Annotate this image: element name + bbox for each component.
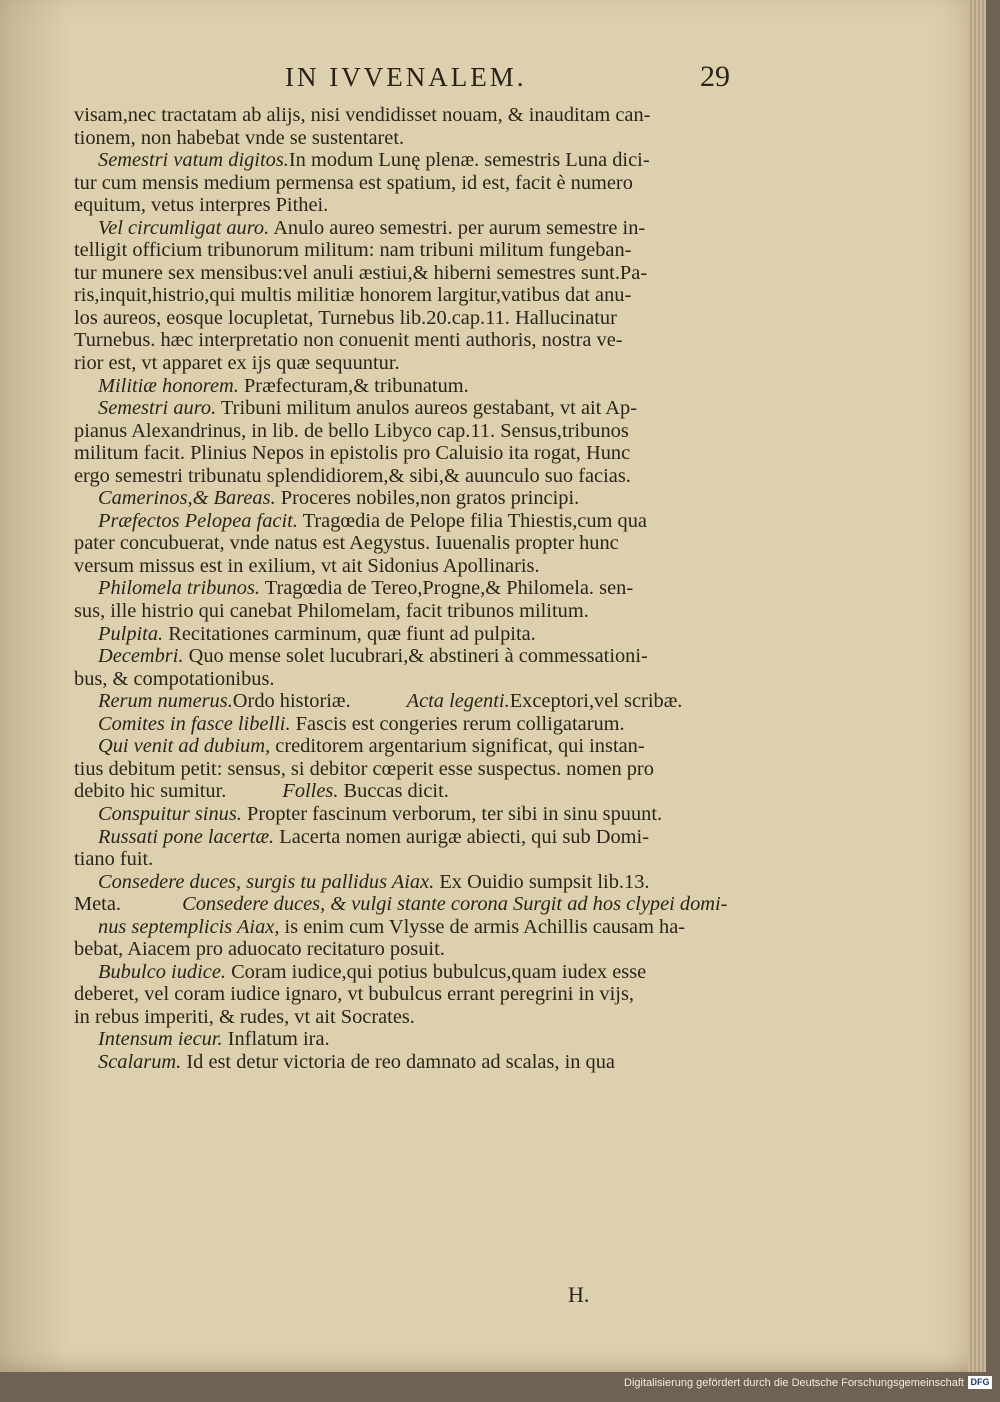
gloss-text: Turnebus. hæc interpretatio non conuenit menti authoris, nostra ve- — [74, 329, 623, 352]
gloss-text: debito hic sumitur. — [74, 780, 227, 803]
text-line — [74, 780, 766, 803]
gloss-text: Tragœdia de Pelope filia Thiestis,cum qua — [297, 509, 647, 532]
text-line — [74, 668, 766, 691]
text-line — [74, 1006, 766, 1029]
lemma: Militiæ honorem. — [98, 374, 239, 397]
text-line — [74, 510, 766, 533]
text-line — [74, 713, 766, 736]
text-line — [74, 623, 766, 646]
gloss-text: tiano fuit. — [74, 848, 154, 871]
gloss-text: Propter fascinum verborum, ter sibi in sinu spuunt. — [241, 802, 663, 825]
lemma: nus septemplicis Aiax, — [98, 915, 280, 938]
page-number: 29 — [700, 60, 730, 93]
gloss-text: tionem, non habebat vnde se sustentaret. — [74, 126, 405, 149]
lemma: Qui venit ad dubium, — [98, 735, 271, 758]
text-line — [74, 645, 766, 668]
lemma: Scalarum. — [98, 1050, 182, 1073]
gloss-text: Proceres nobiles,non gratos principi. — [275, 487, 580, 510]
gloss-text: In modum Lunę plenæ. semestris Luna dici- — [288, 149, 650, 172]
gloss-text: equitum, vetus interpres Pithei. — [74, 194, 329, 217]
lemma: Præfectos Pelopea facit. — [98, 509, 298, 532]
funding-credit: Digitalisierung gefördert durch die Deutsche Forschungsgemeinschaft — [624, 1377, 964, 1389]
gloss-text: militum facit. Plinius Nepos in epistolis pro Caluisio ita rogat, Hunc — [74, 442, 631, 465]
lemma: Semestri auro. — [98, 397, 217, 420]
page-edge — [968, 0, 986, 1372]
gloss-text: los aureos, eosque locupletat, Turnebus lib.20.cap.11. Hallucinatur — [74, 306, 617, 329]
gloss-text: Id est detur victoria de reo damnato ad scalas, in qua — [181, 1050, 615, 1073]
text-line — [74, 690, 766, 713]
text-line — [74, 826, 766, 849]
lemma: Consedere duces, & vulgi stante corona Surgit ad hos clypei domi- — [177, 893, 728, 916]
gloss-text: ergo semestri tribunatu splendidiorem,& sibi,& auunculo suo facias. — [74, 464, 631, 487]
text-line — [74, 442, 766, 465]
text-line — [74, 803, 766, 826]
gloss-text: rior est, vt apparet ex ijs quæ sequuntur. — [74, 352, 400, 375]
text-line — [74, 420, 766, 443]
lemma: Bubulco iudice. — [98, 960, 226, 983]
gloss-text: tur cum mensis medium permensa est spatium, id est, facit è numero — [74, 171, 633, 194]
text-line — [74, 149, 766, 172]
gloss-text: Quo mense solet lucubrari,& abstineri à commessationi- — [183, 645, 648, 668]
lemma: Rerum numerus. — [98, 690, 233, 713]
lemma: Philomela tribunos. — [98, 577, 260, 600]
signature-mark: H. — [568, 1282, 590, 1307]
text-line — [74, 735, 766, 758]
gloss-text: Tribuni militum anulos aureos gestabant, vt ait Ap- — [216, 397, 638, 420]
gloss-text: is enim cum Vlysse de armis Achillis causam ha- — [279, 915, 686, 938]
gloss-text: Ordo historiæ. — [232, 690, 351, 713]
text-line — [74, 961, 766, 984]
text-line — [74, 127, 766, 150]
gloss-text: Anulo aureo semestri. per aurum semestre in- — [269, 216, 646, 239]
gloss-text: Præfecturam,& tribunatum. — [238, 374, 469, 397]
gloss-text: Recitationes carminum, quæ fiunt ad pulpita. — [163, 622, 536, 645]
text-line — [74, 983, 766, 1006]
text-line — [74, 104, 766, 127]
gloss-text: bebat, Aiacem pro aduocato recitaturo posuit. — [74, 938, 445, 961]
gloss-text: Ex Ouidio sumpsit lib.13. — [434, 870, 650, 893]
text-line — [74, 284, 766, 307]
running-title: IN IVVENALEM. — [285, 62, 527, 92]
lemma: Russati pone lacertæ. — [98, 825, 275, 848]
lemma: Intensum iecur. — [98, 1028, 223, 1051]
gloss-text: Buccas dicit. — [338, 780, 449, 803]
gloss-text: Fascis est congeries rerum colligatarum. — [290, 712, 625, 735]
gloss-text: sus, ille histrio qui canebat Philomelam, facit tribunos militum. — [74, 600, 589, 623]
text-line — [74, 194, 766, 217]
gloss-text: versum missus est in exilium, vt ait Sidonius Apollinaris. — [74, 554, 540, 577]
gloss-text: Coram iudice,qui potius bubulcus,quam iudex esse — [225, 960, 647, 983]
text-line — [74, 938, 766, 961]
text-line — [74, 916, 766, 939]
gloss-text: deberet, vel coram iudice ignaro, vt bubulcus errant peregrini in vijs, — [74, 983, 634, 1006]
text-line — [74, 307, 766, 330]
text-line — [74, 217, 766, 240]
text-line — [74, 600, 766, 623]
gloss-text: Tragœdia de Tereo,Progne,& Philomela. sen- — [260, 577, 634, 600]
lemma: Folles. — [282, 780, 339, 803]
gloss-text: tur munere sex mensibus:vel anuli æstiui,& hiberni semestres sunt.Pa- — [74, 261, 648, 284]
text-line — [74, 375, 766, 398]
text-line — [74, 848, 766, 871]
gloss-text: Lacerta nomen aurigæ abiecti, qui sub Domi- — [274, 825, 649, 848]
gloss-text: creditorem argentarium significat, qui instan- — [270, 735, 645, 758]
text-line — [74, 239, 766, 262]
text-line — [74, 555, 766, 578]
gloss-text: ris,inquit,histrio,qui multis militiæ honorem largitur,vatibus dat anu- — [74, 284, 632, 307]
gloss-text: Inflatum ira. — [222, 1028, 330, 1051]
text-line — [74, 329, 766, 352]
lemma: Vel circumligat auro. — [98, 216, 270, 239]
lemma: Acta legenti. — [406, 690, 510, 713]
gloss-text: bus, & compotationibus. — [74, 667, 275, 690]
gloss-text: pianus Alexandrinus, in lib. de bello Libyco cap.11. Sensus,tribunos — [74, 419, 629, 442]
text-line — [74, 1051, 766, 1074]
text-line — [74, 577, 766, 600]
text-line — [74, 465, 766, 488]
text-line — [74, 1028, 766, 1051]
text-line — [74, 262, 766, 285]
text-line — [74, 758, 766, 781]
gloss-text: visam,nec tractatam ab alijs, nisi vendidisset nouam, & inauditam can- — [74, 104, 651, 126]
lemma: Semestri vatum digitos. — [98, 149, 289, 172]
lemma: Camerinos,& Bareas. — [98, 487, 276, 510]
gloss-text: in rebus imperiti, & rudes, vt ait Socrates. — [74, 1005, 415, 1028]
commentary-text — [74, 104, 766, 1074]
gloss-text: tius debitum petit: sensus, si debitor cœperit esse suspectus. nomen pro — [74, 757, 654, 780]
lemma: Conspuitur sinus. — [98, 802, 242, 825]
lemma: Decembri. — [98, 645, 184, 668]
text-line — [74, 532, 766, 555]
gloss-text: Meta. — [74, 893, 121, 916]
gloss-text: Exceptori,vel scribæ. — [509, 690, 683, 713]
text-line — [74, 487, 766, 510]
dfg-logo: DFG — [968, 1376, 992, 1389]
text-line — [74, 352, 766, 375]
page-gutter-shadow — [0, 0, 70, 1372]
text-line — [74, 893, 766, 916]
lemma: Pulpita. — [98, 622, 164, 645]
text-line — [74, 871, 766, 894]
text-line — [74, 172, 766, 195]
gloss-text: telligit officium tribunorum militum: nam tribuni militum fungeban- — [74, 239, 632, 262]
gloss-text: pater concubuerat, vnde natus est Aegystus. Iuuenalis propter hunc — [74, 532, 619, 555]
lemma: Consedere duces, surgis tu pallidus Aiax. — [98, 870, 435, 893]
lemma: Comites in fasce libelli. — [98, 712, 291, 735]
text-line — [74, 397, 766, 420]
